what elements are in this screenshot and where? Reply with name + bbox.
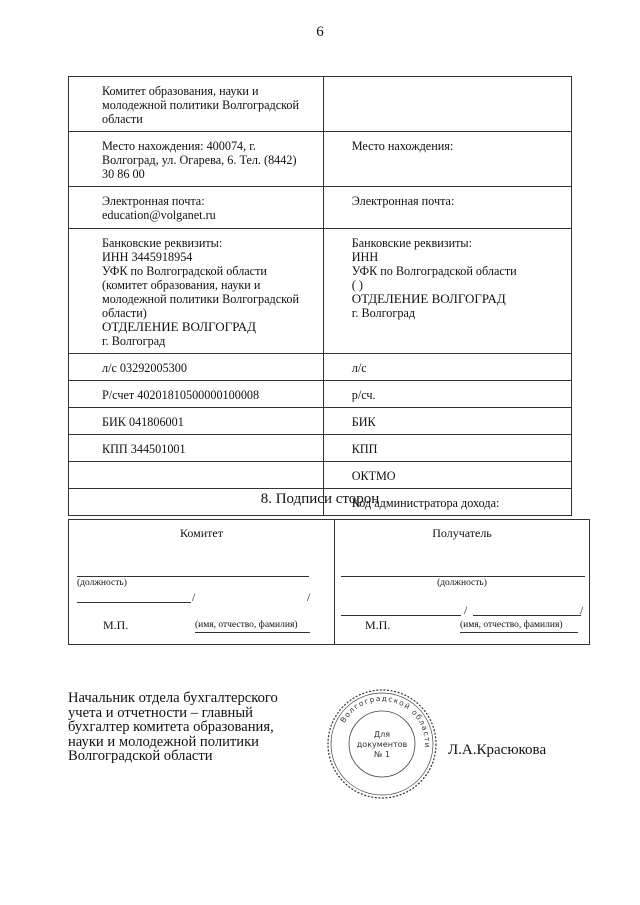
committee-signature-slash: / xyxy=(192,590,196,604)
cell-line: УФК по Волгоградской области xyxy=(102,264,267,278)
cell-line: Банковские реквизиты: xyxy=(351,236,472,250)
signatures-committee-column xyxy=(69,520,335,644)
committee-name-slash: / xyxy=(307,590,311,604)
committee-cell xyxy=(69,462,324,489)
cell-line: БИК xyxy=(351,415,376,429)
cell-line: Код администратора дохода: xyxy=(351,496,500,510)
recipient-cell xyxy=(323,229,571,354)
cell-line: молодежной политики Волгоградской xyxy=(102,98,300,112)
cell-line: КПП 344501001 xyxy=(102,442,186,456)
committee-cell xyxy=(69,229,324,354)
cell-line: ИНН 3445918954 xyxy=(102,250,193,264)
chief-line: науки и молодежной политики xyxy=(68,733,259,750)
committee-position-label: (должность) xyxy=(77,578,127,588)
requisites-row xyxy=(69,77,572,132)
cell-line: ИНН xyxy=(351,250,379,264)
cell-line: ОКТМО xyxy=(351,469,396,483)
committee-name-line xyxy=(195,632,310,633)
signatures-title: 8. Подписи сторон xyxy=(260,491,380,507)
recipient-cell xyxy=(323,408,571,435)
cell-line: ( ) xyxy=(351,278,363,292)
requisites-table xyxy=(68,76,572,516)
committee-cell xyxy=(69,187,324,229)
cell-line: л/с 03292005300 xyxy=(102,361,187,375)
committee-seal-label: М.П. xyxy=(103,618,129,632)
chief-line: учета и отчетности – главный xyxy=(68,704,253,721)
recipient-position-line xyxy=(341,576,585,577)
recipient-cell xyxy=(323,462,571,489)
cell-line: молодежной политики Волгоградской xyxy=(102,292,300,306)
recipient-seal-label: М.П. xyxy=(365,618,391,632)
stamp-inner-line: Для xyxy=(373,730,391,739)
cell-line: области xyxy=(102,112,143,126)
signer-name: Л.А.Красюкова xyxy=(448,742,547,758)
cell-line: г. Волгоград xyxy=(102,334,166,348)
committee-cell xyxy=(69,77,324,132)
recipient-cell xyxy=(323,354,571,381)
cell-line: 30 86 00 xyxy=(102,167,145,181)
chief-line: Начальник отдела бухгалтерского xyxy=(68,690,278,706)
requisites-row xyxy=(69,408,572,435)
cell-line: Электронная почта: xyxy=(102,194,205,208)
committee-signature-line xyxy=(77,602,191,603)
stamp-ring-text: Волгоградской области xyxy=(338,693,433,749)
recipient-position-label: (должность) xyxy=(437,578,487,588)
official-stamp xyxy=(326,688,438,800)
recipient-header: Получатель xyxy=(432,526,492,540)
requisites-row xyxy=(69,187,572,229)
cell-line: Банковские реквизиты: xyxy=(102,236,223,250)
committee-name-label: (имя, отчество, фамилия) xyxy=(195,620,298,630)
requisites-row xyxy=(69,132,572,187)
recipient-cell xyxy=(323,381,571,408)
cell-line: ОТДЕЛЕНИЕ ВОЛГОГРАД xyxy=(351,291,506,306)
recipient-signature-slash: / xyxy=(464,603,468,617)
recipient-cell xyxy=(323,77,571,132)
recipient-name-input-line xyxy=(473,615,581,616)
cell-line: Комитет образования, науки и xyxy=(102,84,259,98)
cell-line: л/с xyxy=(351,361,367,375)
cell-line: р/сч. xyxy=(351,388,376,402)
requisites-row xyxy=(69,229,572,354)
cell-line: Место нахождения: 400074, г. xyxy=(102,139,256,153)
chief-line: бухгалтер комитета образования, xyxy=(68,719,274,735)
cell-line: ОТДЕЛЕНИЕ ВОЛГОГРАД xyxy=(102,319,257,334)
cell-line: УФК по Волгоградской области xyxy=(351,264,517,278)
cell-line: Электронная почта: xyxy=(351,194,455,208)
recipient-name-slash: / xyxy=(580,603,584,617)
cell-line: Р/счет 40201810500000100008 xyxy=(102,388,260,402)
cell-line: области) xyxy=(102,306,147,320)
recipient-name-label: (имя, отчество, фамилия) xyxy=(460,620,563,630)
recipient-cell xyxy=(323,187,571,229)
signatures-table xyxy=(68,519,590,645)
committee-cell xyxy=(69,381,324,408)
cell-line: КПП xyxy=(351,442,378,456)
committee-cell xyxy=(69,132,324,187)
page-number: 6 xyxy=(316,24,324,40)
stamp-inner-line: документов xyxy=(356,740,408,749)
recipient-signature-line xyxy=(341,615,461,616)
recipient-cell xyxy=(323,435,571,462)
committee-cell xyxy=(69,435,324,462)
stamp-inner-line: № 1 xyxy=(374,750,390,759)
committee-position-line xyxy=(77,576,309,577)
cell-line: (комитет образования, науки и xyxy=(102,278,261,292)
cell-line: education@volganet.ru xyxy=(102,208,216,222)
committee-cell xyxy=(69,354,324,381)
chief-accountant-title xyxy=(68,691,348,764)
signatures-recipient-column xyxy=(335,520,589,644)
chief-line: Волгоградской области xyxy=(68,748,213,764)
cell-line: Волгоград, ул. Огарева, 6. Тел. (8442) xyxy=(102,153,297,167)
requisites-row xyxy=(69,462,572,489)
requisites-row xyxy=(69,354,572,381)
recipient-name-line xyxy=(460,632,578,633)
cell-line: Место нахождения: xyxy=(351,139,454,153)
committee-header: Комитет xyxy=(179,526,223,540)
cell-line: БИК 041806001 xyxy=(102,415,184,429)
requisites-row xyxy=(69,435,572,462)
committee-cell xyxy=(69,408,324,435)
cell-line: г. Волгоград xyxy=(351,306,416,320)
recipient-cell xyxy=(323,132,571,187)
requisites-row xyxy=(69,381,572,408)
